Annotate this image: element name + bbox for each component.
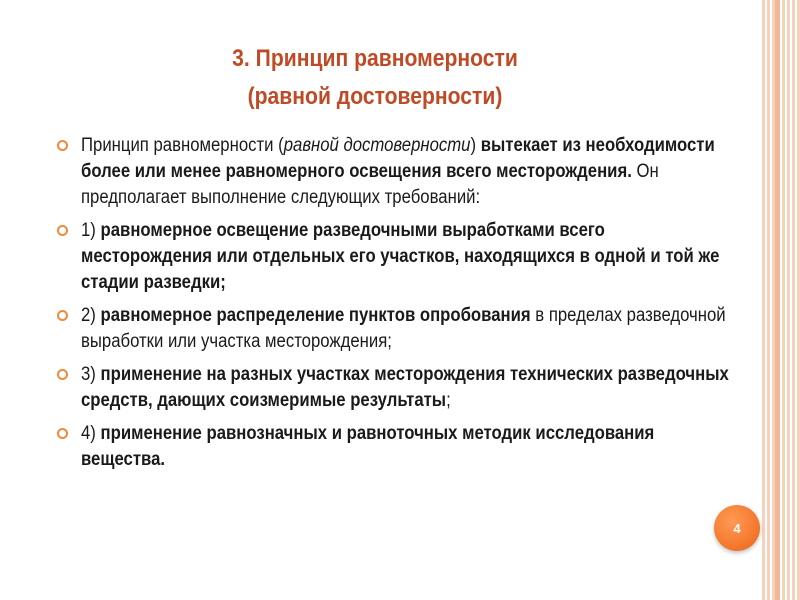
bullet-ring-icon bbox=[57, 369, 68, 380]
text-segment: 1) bbox=[81, 220, 101, 241]
text-segment-bold: равномерное распределение пунктов опробования bbox=[100, 305, 531, 326]
page-number-badge bbox=[714, 505, 760, 551]
bullet-text bbox=[81, 421, 732, 473]
bullet-ring-icon bbox=[57, 225, 68, 236]
bullet-item bbox=[52, 218, 742, 296]
text-segment: в пределах разведочной выработки или участка месторождения; bbox=[81, 305, 726, 352]
text-segment-bold: вытекает из необходимости более или менее равномерного освещения всего месторождения. bbox=[81, 135, 715, 182]
bullet-ring-icon bbox=[57, 428, 68, 439]
bullet-list bbox=[52, 133, 742, 480]
text-segment-bold: равномерное освещение разведочными выработками всего месторождения или отдельных его участков, находящихся в одной и той же стадии разведки; bbox=[81, 220, 720, 293]
bullet-text bbox=[81, 303, 732, 355]
bullet-ring-icon bbox=[57, 140, 68, 151]
page-number: 4 bbox=[733, 520, 741, 536]
bullet-item bbox=[52, 362, 742, 414]
bullet-text bbox=[81, 133, 732, 211]
bullet-item bbox=[52, 303, 742, 355]
text-segment: 2) bbox=[81, 305, 101, 326]
slide-title-line2: (равной достоверности) bbox=[247, 83, 503, 110]
bullet-text bbox=[81, 218, 732, 296]
text-segment-bold: применение равнозначных и равноточных методик исследования вещества. bbox=[81, 423, 655, 470]
text-segment-bold: применение на разных участках месторождения технических разведочных средств, дающих соизмеримые результаты bbox=[81, 364, 729, 411]
text-segment-italic: равной достоверности bbox=[283, 135, 471, 156]
text-segment: 3) bbox=[81, 364, 101, 385]
slide-title-line1: 3. Принцип равномерности bbox=[232, 45, 518, 72]
bullet-item bbox=[52, 133, 742, 211]
bullet-text bbox=[81, 362, 732, 414]
text-segment: ) bbox=[470, 135, 481, 156]
bullet-item bbox=[52, 421, 742, 473]
text-segment: 4) bbox=[81, 423, 101, 444]
text-segment: Он предполагает выполнение следующих требований: bbox=[81, 161, 659, 208]
decorative-side-stripes bbox=[762, 0, 800, 600]
slide-title bbox=[133, 40, 617, 116]
text-segment: Принцип равномерности ( bbox=[81, 135, 284, 156]
text-segment: ; bbox=[446, 390, 451, 411]
bullet-ring-icon bbox=[57, 310, 68, 321]
